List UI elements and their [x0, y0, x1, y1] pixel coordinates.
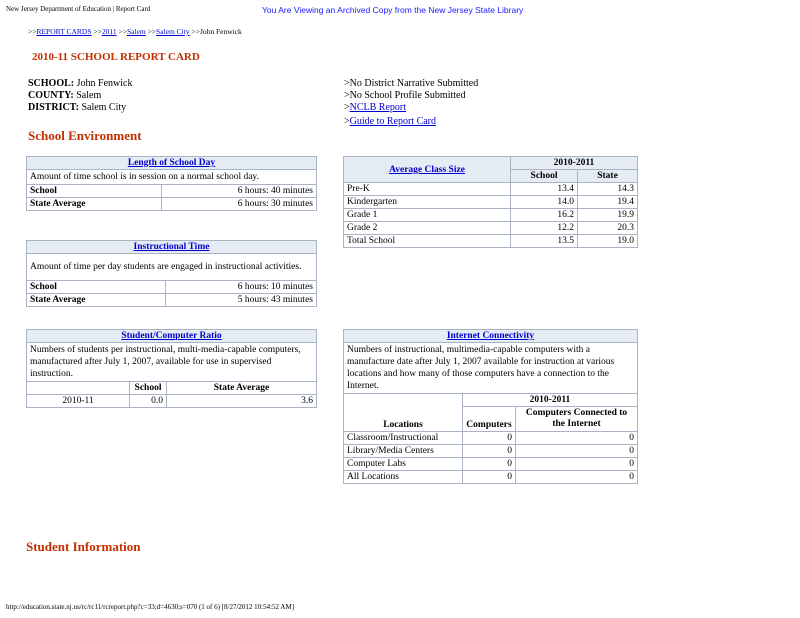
location-label: Classroom/Instructional — [344, 432, 463, 445]
ratio-year: 2010-11 — [27, 395, 130, 408]
guide-link[interactable]: Guide to Report Card — [349, 116, 437, 127]
breadcrumb-sep: >> — [191, 27, 200, 36]
internet-connectivity-table — [343, 329, 638, 484]
computers-value: 0 — [463, 432, 516, 445]
length-of-day-header — [27, 157, 317, 170]
ratio-blank — [27, 382, 130, 395]
breadcrumb-current: John Fenwick — [199, 27, 242, 36]
state-value: 19.0 — [578, 235, 638, 248]
ratio-col-school: School — [130, 382, 167, 395]
row-value: 6 hours: 10 minutes — [166, 281, 317, 294]
connected-value: 0 — [516, 445, 638, 458]
state-value: 14.3 — [578, 183, 638, 196]
internet-col-locations: Locations — [344, 394, 463, 432]
class-size-col-state: State — [578, 170, 638, 183]
location-label: Library/Media Centers — [344, 445, 463, 458]
archive-notice: You Are Viewing an Archived Copy from the New Jersey State Library — [262, 5, 524, 15]
ratio-header — [27, 330, 317, 343]
table-row — [27, 185, 317, 198]
breadcrumb-sep: >> — [147, 27, 157, 36]
page-footer-url: http://education.state.nj.us/rc/rc11/rcreport.php?c=33;d=4630;s=070 (1 of 6) [8/27/2012 10:54:52 AM] — [6, 603, 295, 611]
table-row — [344, 222, 638, 235]
state-value: 20.3 — [578, 222, 638, 235]
computers-value: 0 — [463, 458, 516, 471]
row-value: 6 hours: 30 minutes — [162, 198, 317, 211]
table-row — [27, 395, 317, 408]
instructional-time-desc: Amount of time per day students are engaged in instructional activities. — [27, 254, 317, 281]
connected-value: 0 — [516, 458, 638, 471]
ratio-state: 3.6 — [167, 395, 317, 408]
grade-label: Grade 2 — [344, 222, 511, 235]
school-value: 12.2 — [511, 222, 578, 235]
connected-value: 0 — [516, 471, 638, 484]
state-value: 19.4 — [578, 196, 638, 209]
grade-label: Pre-K — [344, 183, 511, 196]
school-value: 13.5 — [511, 235, 578, 248]
ratio-desc: Numbers of students per instructional, multi-media-capable computers, manufactured after July 1, 2007, available for use in supervised instruction. — [27, 343, 317, 382]
breadcrumb-sep: >> — [118, 27, 127, 36]
district-name: Salem City — [81, 102, 127, 113]
table-row — [344, 458, 638, 471]
table-row — [27, 281, 317, 294]
school-value: 13.4 — [511, 183, 578, 196]
county-label: COUNTY: — [28, 90, 74, 101]
profile-note: >No School Profile Submitted — [344, 90, 466, 101]
school-info — [28, 78, 132, 114]
student-computer-ratio-table — [26, 329, 317, 408]
internet-col-connected: Computers Connected to the Internet — [516, 407, 638, 432]
internet-header — [344, 330, 638, 343]
length-of-day-table — [26, 156, 317, 211]
grade-label: Kindergarten — [344, 196, 511, 209]
school-value: 14.0 — [511, 196, 578, 209]
internet-title[interactable]: Internet Connectivity — [446, 331, 535, 341]
class-size-header — [344, 157, 511, 183]
internet-col-computers: Computers — [463, 407, 516, 432]
ratio-title[interactable]: Student/Computer Ratio — [121, 331, 222, 341]
narrative-note: >No District Narrative Submitted — [344, 78, 479, 89]
breadcrumb — [28, 27, 242, 36]
location-label: Computer Labs — [344, 458, 463, 471]
internet-year: 2010-2011 — [463, 394, 638, 407]
breadcrumb-sep: >> — [93, 27, 102, 36]
school-name: John Fenwick — [76, 78, 133, 89]
school-value: 16.2 — [511, 209, 578, 222]
table-row — [344, 183, 638, 196]
side-links — [344, 78, 478, 128]
link-prefix: > — [344, 116, 350, 127]
breadcrumb-report-cards[interactable]: REPORT CARDS — [36, 27, 92, 36]
breadcrumb-county[interactable]: Salem — [126, 27, 146, 36]
report-title: 2010-11 SCHOOL REPORT CARD — [32, 51, 200, 63]
instructional-time-title[interactable]: Instructional Time — [133, 242, 210, 252]
breadcrumb-year[interactable]: 2011 — [101, 27, 117, 36]
table-row — [344, 196, 638, 209]
section-school-environment: School Environment — [28, 128, 142, 143]
row-value: 6 hours: 40 minutes — [162, 185, 317, 198]
table-row — [344, 235, 638, 248]
instructional-time-header — [27, 241, 317, 254]
section-student-information: Student Information — [26, 539, 141, 554]
breadcrumb-district[interactable]: Salem City — [156, 27, 190, 36]
class-size-year: 2010-2011 — [511, 157, 638, 170]
ratio-col-state: State Average — [167, 382, 317, 395]
class-size-table — [343, 156, 638, 248]
computers-value: 0 — [463, 471, 516, 484]
row-label: State Average — [27, 294, 166, 307]
computers-value: 0 — [463, 445, 516, 458]
connected-value: 0 — [516, 432, 638, 445]
table-row — [27, 198, 317, 211]
row-label: School — [27, 185, 162, 198]
state-value: 19.9 — [578, 209, 638, 222]
ratio-school: 0.0 — [130, 395, 167, 408]
nclb-report-link[interactable]: NCLB Report — [349, 102, 407, 113]
school-label: SCHOOL: — [28, 78, 75, 89]
row-value: 5 hours: 43 minutes — [166, 294, 317, 307]
breadcrumb-sep: >> — [28, 27, 37, 36]
table-row — [27, 294, 317, 307]
grade-label: Total School — [344, 235, 511, 248]
class-size-title[interactable]: Average Class Size — [389, 164, 465, 175]
instructional-time-table — [26, 240, 317, 307]
table-row — [344, 445, 638, 458]
location-label: All Locations — [344, 471, 463, 484]
link-prefix: > — [344, 102, 350, 113]
row-label: State Average — [27, 198, 162, 211]
length-of-day-desc: Amount of time school is in session on a normal school day. — [27, 170, 317, 185]
county-name: Salem — [76, 90, 102, 101]
row-label: School — [27, 281, 166, 294]
class-size-col-school: School — [511, 170, 578, 183]
internet-desc: Numbers of instructional, multimedia-capable computers with a manufacture date after July 1, 2007 available for instruction at various locations and how many of those computers have a connection to the Internet. — [344, 343, 638, 394]
table-row — [344, 471, 638, 484]
table-row — [344, 209, 638, 222]
district-label: DISTRICT: — [28, 102, 79, 113]
length-of-day-title[interactable]: Length of School Day — [127, 158, 216, 168]
grade-label: Grade 1 — [344, 209, 511, 222]
table-row — [344, 432, 638, 445]
page-header-title: New Jersey Department of Education | Report Card — [6, 5, 151, 13]
